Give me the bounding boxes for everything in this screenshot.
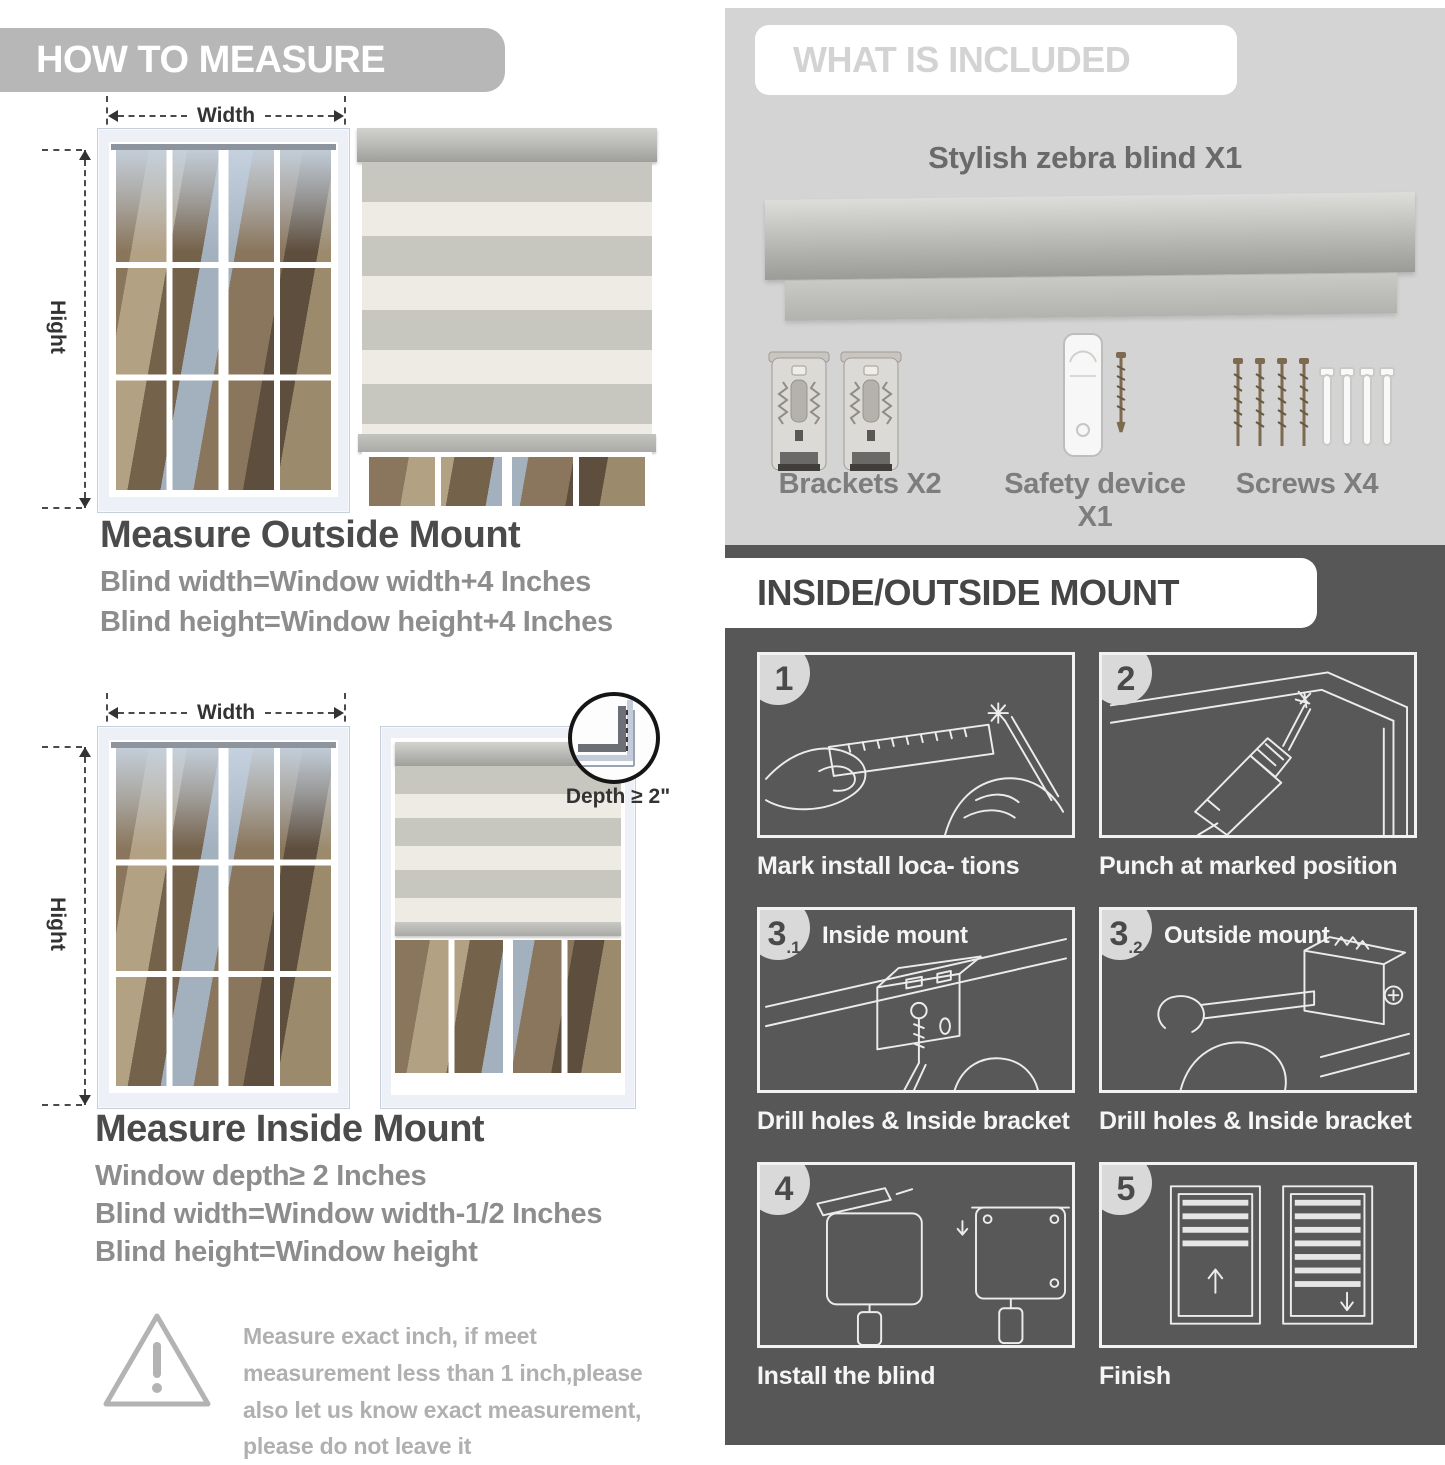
outside-formula-1: Blind width=Window width+4 Inches <box>100 566 591 598</box>
step-number-badge: 3 .1 <box>757 907 810 960</box>
window-sash <box>109 740 338 1093</box>
step-2-caption: Punch at marked position <box>1099 852 1398 880</box>
zebra-blind-headrail <box>765 192 1415 280</box>
dashed-line <box>118 115 187 117</box>
depth-label: Depth ≥ 2" <box>565 785 671 808</box>
step-number-badge: 1 <box>757 652 810 705</box>
window-under-blind <box>395 936 621 1073</box>
brackets-label: Brackets X2 <box>778 468 942 500</box>
blind-bottom-rail <box>358 434 656 452</box>
outside-formula-2: Blind height=Window height+4 Inches <box>100 606 613 638</box>
step-5-caption: Finish <box>1099 1362 1171 1390</box>
arrowhead-right-icon <box>334 707 344 719</box>
dashed-line <box>265 115 334 117</box>
height-measure-outside <box>84 150 86 508</box>
width-label: Width <box>196 701 256 724</box>
dashed-line <box>118 712 187 714</box>
what-is-included-header: WHAT IS INCLUDED <box>755 25 1237 95</box>
step-3-2-box <box>1099 907 1417 1093</box>
inside-mount-title: Measure Inside Mount <box>95 1108 485 1150</box>
depth-magnifier <box>568 692 660 784</box>
step-3-1-box <box>757 907 1075 1093</box>
window-under-blind <box>362 452 652 513</box>
inside-formula-2: Blind width=Window width-1/2 Inches <box>95 1198 603 1230</box>
blind-item-label: Stylish zebra blind X1 <box>928 140 1242 175</box>
step-2-box <box>1099 652 1417 838</box>
measure-tick <box>42 1104 82 1106</box>
step-5-box <box>1099 1162 1417 1348</box>
safety-device-icon <box>1060 332 1108 460</box>
inside-formula-1: Window depth≥ 2 Inches <box>95 1160 427 1192</box>
window-glass <box>116 149 331 490</box>
window-glass <box>369 457 645 506</box>
step-number-badge: 2 <box>1099 652 1152 705</box>
screws-label: Screws X4 <box>1235 468 1379 500</box>
measure-tick <box>42 507 82 509</box>
bracket-icon <box>768 350 830 482</box>
step-4-caption: Install the blind <box>757 1362 936 1390</box>
warning-triangle-icon <box>100 1310 215 1412</box>
how-to-measure-header: HOW TO MEASURE <box>0 28 505 92</box>
height-label: Hight <box>45 300 69 354</box>
window-outside-bare <box>97 128 350 513</box>
window-inside-blind <box>380 726 636 1109</box>
measure-tick <box>42 149 82 151</box>
safety-device-label: Safety device X1 <box>1004 468 1186 533</box>
width-label: Width <box>196 104 256 127</box>
window-inside-bare <box>97 726 350 1109</box>
wall-anchors-icon <box>1318 366 1396 448</box>
measure-tick <box>42 746 82 748</box>
outside-mount-title: Measure Outside Mount <box>100 514 521 556</box>
arrowhead-left-icon <box>108 110 118 122</box>
window-glass <box>395 940 621 1073</box>
step-3-1-caption: Drill holes & Inside bracket <box>757 1107 1070 1135</box>
blind-cassette <box>357 128 657 162</box>
dashed-line <box>265 712 334 714</box>
arrowhead-right-icon <box>334 110 344 122</box>
screw-icon <box>1114 352 1128 438</box>
window-glass <box>116 747 331 1086</box>
bracket-icon <box>840 350 902 482</box>
step-title: Outside mount <box>1164 922 1330 949</box>
step-number-badge: 4 <box>757 1162 810 1215</box>
width-measure-inside <box>108 703 344 723</box>
step-number-badge: 3 .2 <box>1099 907 1152 960</box>
height-measure-inside <box>84 747 86 1105</box>
step-1-box <box>757 652 1075 838</box>
zebra-blind-stripes <box>362 162 652 434</box>
frame-corner-detail <box>572 696 656 780</box>
width-measure-outside <box>108 106 344 126</box>
zebra-blind-headrail-front <box>785 273 1397 320</box>
window-outside-blind <box>362 128 652 513</box>
step-4-box <box>757 1162 1075 1348</box>
window-sash <box>109 142 338 497</box>
inside-formula-3: Blind height=Window height <box>95 1236 478 1268</box>
step-title: Inside mount <box>822 922 968 949</box>
step-1-caption: Mark install loca- tions <box>757 852 1020 880</box>
step-number-badge: 5 <box>1099 1162 1152 1215</box>
blind-bottom-rail <box>395 924 621 936</box>
step-3-2-caption: Drill holes & Inside bracket <box>1099 1107 1412 1135</box>
height-label: Hight <box>45 897 69 951</box>
inside-outside-mount-header: INSIDE/OUTSIDE MOUNT <box>725 558 1317 628</box>
screws-icon <box>1230 358 1310 454</box>
warning-text: Measure exact inch, if meet measurement less than 1 inch,please also let us know exact measurement, please do not leave it <box>243 1323 643 1460</box>
arrowhead-left-icon <box>108 707 118 719</box>
